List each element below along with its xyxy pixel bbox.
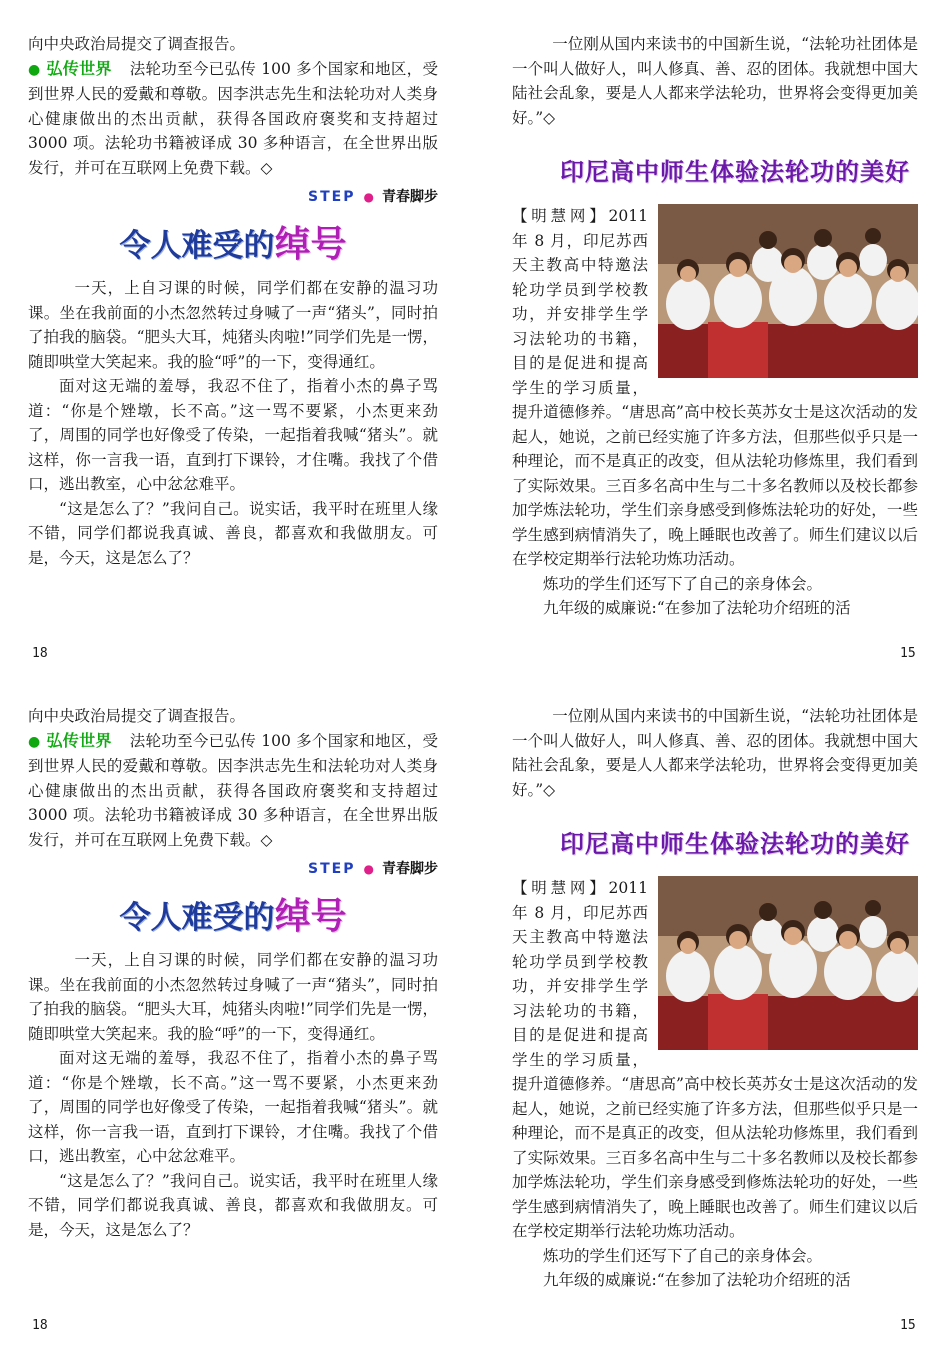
section-heading: 弘传世界 [46,730,112,750]
story-paragraph: “这是怎么了？”我问自己。说实话，我平时在班里人缘不错，同学们都说我真诚、善良，都喜欢和我做朋友。可是，今天，这是怎么了？ [28,499,438,567]
bullet-dot-icon: ● [28,733,41,750]
article-title: 印尼高中师生体验法轮功的美好 [560,830,910,858]
intro-line: 向中央政治局提交了调查报告。 [28,707,246,725]
story-paragraph: “这是怎么了？”我问自己。说实话，我平时在班里人缘不错，同学们都说我真诚、善良，都喜欢和我做朋友。可是，今天，这是怎么了？ [28,1171,438,1239]
story-title-part2: 绰号 [274,224,347,265]
right-column [512,672,918,1293]
intro-paragraph: 一位刚从国内来读书的中国新生说，“法轮功社团体是一个叫人做好人，叫人修真、善、忍的团体。我就想中国大陆社会乱象，要是人人都来学法轮功，世界将会变得更加美好。”◇ [512,707,918,799]
intro-line: 向中央政治局提交了调查报告。 [28,35,246,53]
story-paragraph: 一天，上自习课的时候，同学们都在安静的温习功课。坐在我前面的小杰忽然转过身喊了一声“猪头”，同时拍了拍我的脑袋。“肥头大耳，炖猪头肉啦!”同学们先是一愣，随即哄堂大笑起来。我的脸“呼”的一下，变得通红。 [28,951,438,1043]
page-number-left: 18 [32,1318,48,1333]
step-label: STEP [308,189,356,205]
story-title [28,216,438,265]
students-meditation-photo [658,876,918,1050]
article-paragraph: 九年级的威廉说:“在参加了法轮功介绍班的活 [543,1271,851,1289]
story-title-part2: 绰号 [274,896,347,937]
story-title [28,888,438,937]
step-header [28,858,438,882]
spread-world-paragraph [28,57,438,181]
intro-paragraph: 一位刚从国内来读书的中国新生说，“法轮功社团体是一个叫人做好人，叫人修真、善、忍的团体。我就想中国大陆社会乱象，要是人人都来学法轮功，世界将会变得更加美好。”◇ [512,35,918,127]
story-title-part1: 令人难受的 [119,228,275,264]
page-number-right: 15 [900,1318,916,1333]
article-paragraph: 九年级的威廉说:“在参加了法轮功介绍班的活 [543,599,851,617]
step-subtitle: 青春脚步 [382,189,438,205]
page-spread-top [0,0,950,672]
right-column [512,0,918,621]
left-column [28,672,438,1242]
step-header [28,186,438,210]
article-body: 【明慧网】2011 年 8 月，印尼苏西天主教高中特邀法轮功学员到学校教功，并安排学生学习法轮功的书籍，目的是促进和提高学生的学习质量，提升道德修养。“唐思高”高中校长英苏女士是这次活动的发起人，她说，之前已经实施了许多方法，但那些似乎只是一种理论，而不是真正的改变，但从法轮功修炼里，我们看到了实际效果。三百多名高中生与二十多名教师以及校长都参加学炼法轮功，学生们亲身感受到修炼法轮功的好处，一些学生感到病情消失了，晚上睡眠也改善了。师生们建议以后在学校定期举行法轮功炼功活动。 [512,879,918,1240]
story-paragraph: 面对这无端的羞辱，我忍不住了，指着小杰的鼻子骂道：“你是个矬墩，长不高。”这一骂不要紧，小杰更来劲了，周围的同学也好像受了传染，一起指着我喊“猪头”。就这样，你一言我一语，直到打下课铃，才住嘴。我找了个借口，逃出教室，心中忿忿难平。 [28,377,438,493]
step-subtitle: 青春脚步 [382,861,438,877]
left-column [28,0,438,570]
story-paragraph: 面对这无端的羞辱，我忍不住了，指着小杰的鼻子骂道：“你是个矬墩，长不高。”这一骂不要紧，小杰更来劲了，周围的同学也好像受了传染，一起指着我喊“猪头”。就这样，你一言我一语，直到打下课铃，才住嘴。我找了个借口，逃出教室，心中忿忿难平。 [28,1049,438,1165]
spread-world-paragraph [28,729,438,853]
page-number-right: 15 [900,646,916,661]
dot-icon: ● [363,190,374,204]
article-paragraph: 炼功的学生们还写下了自己的亲身体会。 [543,574,823,593]
bullet-dot-icon: ● [28,61,41,78]
students-meditation-photo [658,204,918,378]
article-body: 【明慧网】2011 年 8 月，印尼苏西天主教高中特邀法轮功学员到学校教功，并安排学生学习法轮功的书籍，目的是促进和提高学生的学习质量，提升道德修养。“唐思高”高中校长英苏女士是这次活动的发起人，她说，之前已经实施了许多方法，但那些似乎只是一种理论，而不是真正的改变，但从法轮功修炼里，我们看到了实际效果。三百多名高中生与二十多名教师以及校长都参加学炼法轮功，学生们亲身感受到修炼法轮功的好处，一些学生感到病情消失了，晚上睡眠也改善了。师生们建议以后在学校定期举行法轮功炼功活动。 [512,207,918,568]
article-title: 印尼高中师生体验法轮功的美好 [560,158,910,186]
dot-icon: ● [363,862,374,876]
story-paragraph: 一天，上自习课的时候，同学们都在安静的温习功课。坐在我前面的小杰忽然转过身喊了一声“猪头”，同时拍了拍我的脑袋。“肥头大耳，炖猪头肉啦!”同学们先是一愣，随即哄堂大笑起来。我的脸“呼”的一下，变得通红。 [28,279,438,371]
spread-world-text: 法轮功至今已弘传 100 多个国家和地区，受到世界人民的爱戴和尊敬。因李洪志先生和法轮功对人类身心健康做出的杰出贡献，获得各国政府褒奖和支持超过 3000 项。法轮功书籍被译成 30 多种语言，在全世界出版发行，并可在互联网上免费下载。◇ [28,731,438,849]
step-label: STEP [308,861,356,877]
story-title-part1: 令人难受的 [119,900,275,936]
article-paragraph: 炼功的学生们还写下了自己的亲身体会。 [543,1246,823,1265]
spread-world-text: 法轮功至今已弘传 100 多个国家和地区，受到世界人民的爱戴和尊敬。因李洪志先生和法轮功对人类身心健康做出的杰出贡献，获得各国政府褒奖和支持超过 3000 项。法轮功书籍被译成 30 多种语言，在全世界出版发行，并可在互联网上免费下载。◇ [28,59,438,177]
page-spread-bottom [0,672,950,1344]
page-number-left: 18 [32,646,48,661]
section-heading: 弘传世界 [46,58,112,78]
